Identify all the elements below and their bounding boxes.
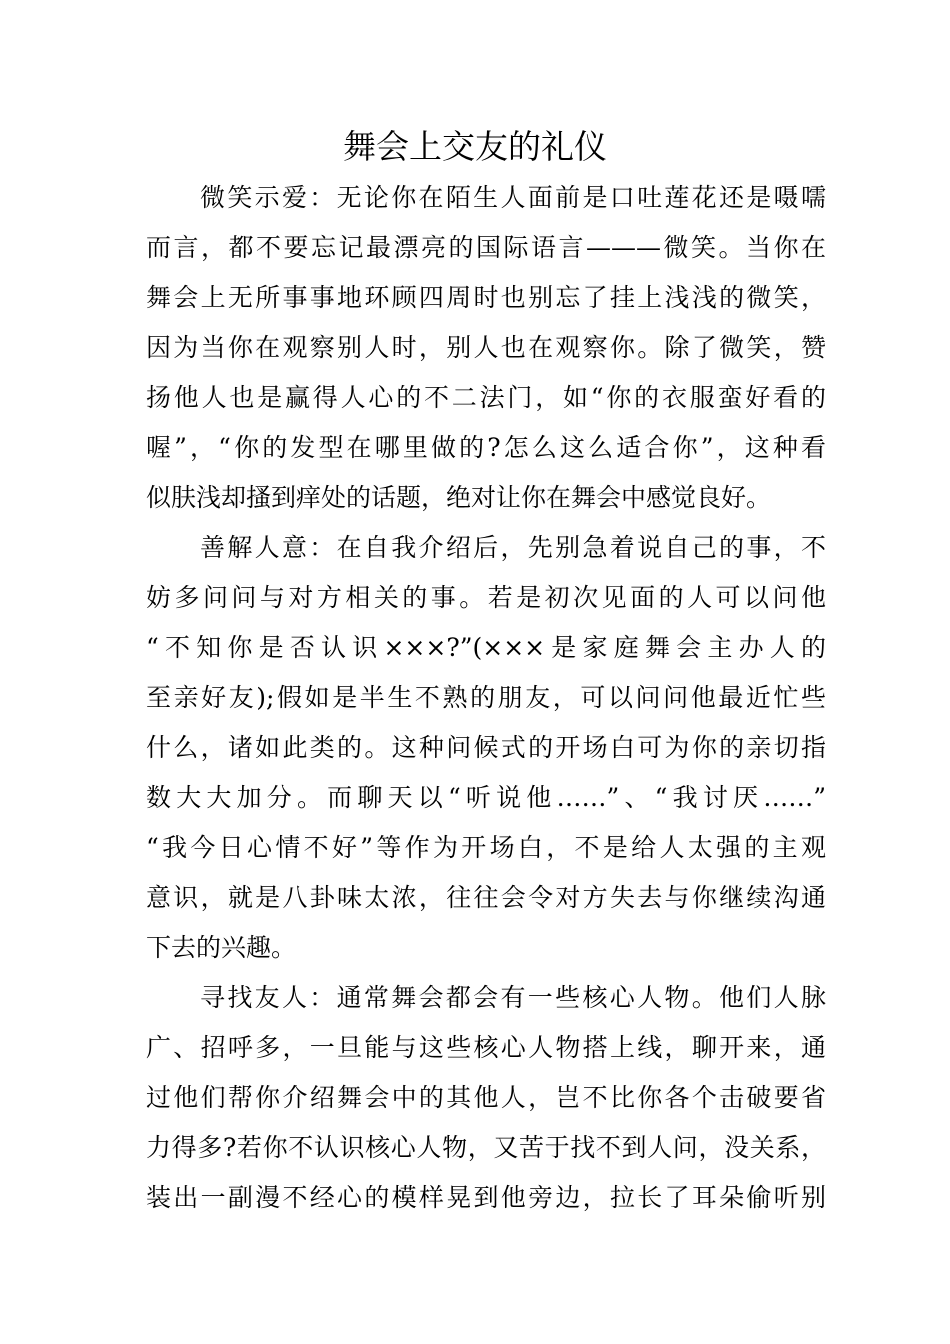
paragraph-line: 什么，诸如此类的。这种问候式的开场白可为你的亲切指 bbox=[146, 733, 826, 762]
document-title: 舞会上交友的礼仪 bbox=[343, 127, 607, 166]
paragraph-line: 舞会上无所事事地环顾四周时也别忘了挂上浅浅的微笑， bbox=[146, 283, 826, 312]
paragraph-line: 装出一副漫不经心的模样晃到他旁边，拉长了耳朵偷听别 bbox=[146, 1183, 826, 1212]
paragraph-line: “不知你是否认识×××?”(×××是家庭舞会主办人的 bbox=[146, 633, 826, 662]
paragraph-line: 过他们帮你介绍舞会中的其他人，岂不比你各个击破要省 bbox=[146, 1083, 826, 1112]
paragraph-line: 至亲好友);假如是半生不熟的朋友，可以问问他最近忙些 bbox=[146, 683, 826, 712]
paragraph-line: 数大大加分。而聊天以“听说他……”、“我讨厌……” bbox=[146, 783, 826, 812]
paragraph-line: 而言，都不要忘记最漂亮的国际语言———微笑。当你在 bbox=[146, 233, 826, 262]
paragraph-line: 广、招呼多，一旦能与这些核心人物搭上线，聊开来，通 bbox=[146, 1033, 826, 1062]
paragraph-line: 力得多?若你不认识核心人物，又苦于找不到人问，没关系， bbox=[146, 1133, 826, 1162]
paragraph-line: 下去的兴趣。 bbox=[146, 933, 297, 962]
paragraph-line: 微笑示爱：无论你在陌生人面前是口吐莲花还是嗫嚅 bbox=[200, 183, 826, 212]
paragraph-line: 寻找友人：通常舞会都会有一些核心人物。他们人脉 bbox=[200, 983, 826, 1012]
paragraph-line: 妨多问问与对方相关的事。若是初次见面的人可以问他 bbox=[146, 583, 826, 612]
paragraph-line: 意识，就是八卦味太浓，往往会令对方失去与你继续沟通 bbox=[146, 883, 826, 912]
paragraph-line: 善解人意：在自我介绍后，先别急着说自己的事，不 bbox=[200, 533, 826, 562]
paragraph-line: 扬他人也是赢得人心的不二法门，如“你的衣服蛮好看的 bbox=[146, 383, 826, 412]
paragraph-line: “我今日心情不好”等作为开场白，不是给人太强的主观 bbox=[146, 833, 826, 862]
paragraph-line: 因为当你在观察别人时，别人也在观察你。除了微笑，赞 bbox=[146, 333, 826, 362]
paragraph-line: 喔”，“你的发型在哪里做的?怎么这么适合你”，这种看 bbox=[146, 433, 826, 462]
paragraph-line: 似肤浅却搔到痒处的话题，绝对让你在舞会中感觉良好。 bbox=[146, 483, 772, 512]
